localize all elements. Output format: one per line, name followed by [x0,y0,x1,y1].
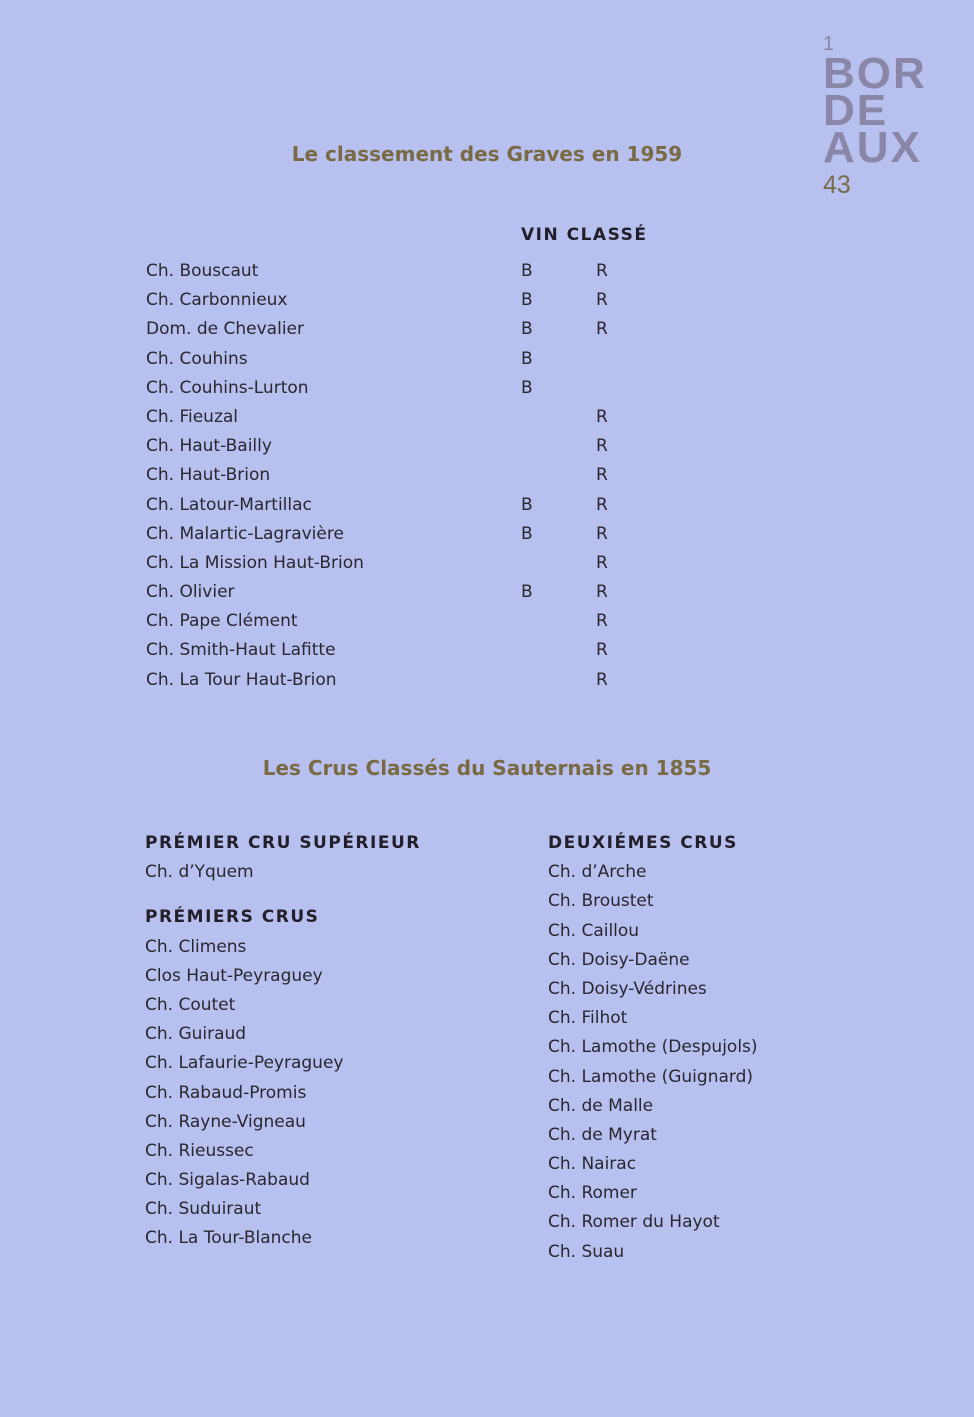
chateau-name: Ch. Fieuzal [146,406,239,427]
deuxiemes-crus-heading: DEUXIÉMES CRUS [548,833,738,853]
chateau-name: Ch. Latour-Martillac [146,494,312,515]
rouge-mark: R [596,669,608,690]
chateau-name: Dom. de Chevalier [146,319,304,340]
blanc-mark: B [521,377,533,398]
table-row [146,549,746,578]
blanc-mark: B [521,523,533,544]
table-row [146,461,746,490]
chateau-name: Ch. Haut-Bailly [146,436,272,457]
list-item: Ch. de Malle [548,1095,654,1116]
premier-cru-superieur-heading: PRÉMIER CRU SUPÉRIEUR [145,833,421,853]
blanc-mark: B [521,582,533,603]
list-item: Ch. de Myrat [548,1124,657,1145]
table-row [146,491,746,520]
list-item: Ch. La Tour-Blanche [145,1228,313,1249]
blanc-mark: B [521,261,533,281]
premiers-crus-list [145,933,421,1254]
table-row [146,578,746,607]
list-item: Ch. Suau [548,1241,625,1262]
brand-line-1: BOR [823,49,927,98]
list-item: Ch. Guiraud [145,1024,247,1045]
list-item: Ch. Rieussec [145,1140,254,1161]
list-item: Ch. Rabaud-Promis [145,1082,307,1103]
page-number: 43 [823,171,851,199]
table-row [146,403,746,432]
list-item: Ch. d’Yquem [145,862,254,883]
list-item: Ch. Nairac [548,1154,637,1175]
list-item: Ch. Filhot [548,1008,628,1029]
vin-classe-header: VIN CLASSÉ [521,225,648,245]
sauternes-right-column [548,829,758,1267]
list-item: Ch. Romer [548,1183,637,1204]
rouge-mark: R [596,290,608,311]
table-row [146,257,746,286]
blanc-mark: B [521,348,533,369]
table-row [146,315,746,344]
blanc-mark: B [521,494,533,515]
list-item: Ch. Doisy-Daëne [548,949,690,970]
list-item: Ch. Lafaurie-Peyraguey [145,1053,344,1074]
list-item: Ch. Lamothe (Guignard) [548,1066,754,1087]
rouge-mark: R [596,611,608,632]
list-item: Ch. Romer du Hayot [548,1212,720,1233]
rouge-mark: R [596,465,608,486]
brand-line-2: DE [823,86,889,135]
table-row [146,374,746,403]
list-item: Ch. Lamothe (Despujols) [548,1037,758,1058]
table-row [146,345,746,374]
rouge-mark: R [596,436,608,457]
rouge-mark: R [596,640,608,661]
chateau-name: Ch. Pape Clément [146,611,298,632]
list-item: Ch. Sigalas-Rabaud [145,1170,310,1191]
sauternes-title: Les Crus Classés du Sauternais en 1855 [262,756,712,780]
deuxiemes-crus-list [548,858,758,1267]
chapter-marker [823,33,963,200]
table-row [146,432,746,461]
brand-line-3: AUX [823,123,922,172]
premiers-crus-heading: PRÉMIERS CRUS [145,907,320,928]
graves-title: Le classement des Graves en 1959 [291,142,683,166]
list-item: Ch. Suduiraut [145,1199,262,1220]
blanc-mark: B [521,319,533,340]
chateau-name: Ch. Couhins [146,348,248,369]
graves-table [146,257,746,695]
chateau-name: Ch. Bouscaut [146,261,259,281]
rouge-mark: R [596,552,608,573]
chateau-name: Ch. Haut-Brion [146,465,271,486]
premier-cru-superieur-list [145,858,421,887]
list-item: Ch. Doisy-Védrines [548,978,707,999]
rouge-mark: R [596,406,608,427]
rouge-mark: R [596,582,608,603]
table-row [146,286,746,315]
rouge-mark: R [596,261,608,281]
blanc-mark: B [521,290,533,311]
rouge-mark: R [596,523,608,544]
chateau-name: Ch. La Mission Haut-Brion [146,552,364,573]
table-row [146,666,746,695]
chateau-name: Ch. Smith-Haut Lafitte [146,640,336,661]
chateau-name: Ch. Olivier [146,582,235,603]
sauternes-left-column [145,829,421,1254]
rouge-mark: R [596,319,608,340]
table-row [146,636,746,665]
list-item: Ch. Rayne-Vigneau [145,1111,306,1132]
list-item: Ch. Climens [145,936,247,957]
chapter-number: 1 [823,33,835,55]
list-item: Ch. Coutet [145,994,236,1015]
table-row [146,520,746,549]
chateau-name: Ch. Couhins-Lurton [146,377,309,398]
chateau-name: Ch. La Tour Haut-Brion [146,669,337,690]
list-item: Ch. Caillou [548,920,640,941]
list-item: Clos Haut-Peyraguey [145,965,323,986]
rouge-mark: R [596,494,608,515]
table-row [146,607,746,636]
list-item: Ch. Broustet [548,891,654,912]
chateau-name: Ch. Malartic-Lagravière [146,523,344,544]
chateau-name: Ch. Carbonnieux [146,290,288,311]
list-item: Ch. d’Arche [548,862,647,883]
